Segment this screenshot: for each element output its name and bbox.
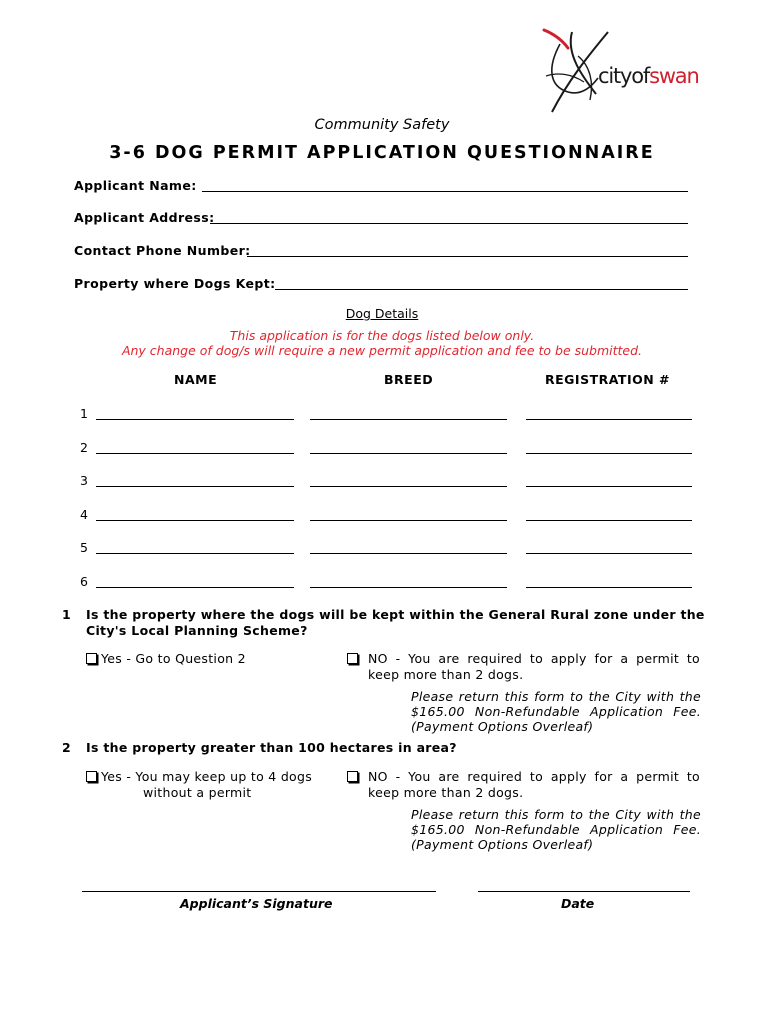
question-1-note: Please return this form to the City with the $165.00 Non-Refundable Application Fee. (Payment Options Overleaf) — [411, 689, 701, 734]
column-header-breed: BREED — [384, 372, 434, 387]
question-2-yes-label-continued: without a permit — [143, 785, 252, 800]
dog-breed-line[interactable] — [310, 453, 507, 454]
dog-row-number: 3 — [80, 473, 88, 488]
dog-registration-line[interactable] — [526, 520, 692, 521]
dog-registration-line[interactable] — [526, 486, 692, 487]
question-2-number: 2 — [62, 740, 71, 755]
department-label: Community Safety — [314, 117, 450, 133]
dog-name-line[interactable] — [96, 587, 294, 588]
column-header-registration: REGISTRATION # — [545, 372, 671, 387]
dog-breed-line[interactable] — [310, 486, 507, 487]
question-2-yes-option[interactable] — [86, 769, 312, 785]
contact-phone-line[interactable] — [247, 256, 688, 257]
date-line[interactable] — [478, 891, 690, 892]
question-1-no-label: NO - You are required to apply for a permit to keep more than 2 dogs. — [368, 651, 700, 682]
dog-name-line[interactable] — [96, 553, 294, 554]
dog-name-line[interactable] — [96, 419, 294, 420]
dog-registration-line[interactable] — [526, 587, 692, 588]
dog-breed-line[interactable] — [310, 419, 507, 420]
checkbox-icon[interactable] — [347, 771, 358, 782]
dog-registration-line[interactable] — [526, 453, 692, 454]
applicant-signature-label: Applicant’s Signature — [180, 896, 333, 911]
applicant-name-line[interactable] — [202, 191, 688, 192]
property-label: Property where Dogs Kept: — [74, 276, 276, 291]
dog-registration-line[interactable] — [526, 419, 692, 420]
question-1-text: Is the property where the dogs will be kept within the General Rural zone under the City's Local Planning Scheme? — [86, 607, 705, 638]
dog-row-number: 5 — [80, 540, 88, 555]
logo-wordmark — [598, 64, 699, 88]
column-header-name: NAME — [174, 372, 218, 387]
property-line[interactable] — [275, 289, 688, 290]
contact-phone-label: Contact Phone Number: — [74, 243, 251, 258]
dog-row-number: 1 — [80, 406, 88, 421]
dog-row-number: 6 — [80, 574, 88, 589]
date-label: Date — [561, 896, 595, 911]
question-1-yes-option[interactable] — [86, 651, 246, 667]
dog-breed-line[interactable] — [310, 520, 507, 521]
question-1-no-checkbox-wrap[interactable] — [347, 651, 362, 667]
question-2-yes-label: Yes - You may keep up to 4 dogs — [101, 769, 313, 784]
applicant-signature-line[interactable] — [82, 891, 436, 892]
logo-swan: swan — [649, 64, 699, 88]
applicant-address-label: Applicant Address: — [74, 210, 215, 225]
dog-row-number: 2 — [80, 440, 88, 455]
question-1-yes-label: Yes - Go to Question 2 — [101, 651, 246, 666]
dog-row-number: 4 — [80, 507, 88, 522]
dog-name-line[interactable] — [96, 453, 294, 454]
dog-name-line[interactable] — [96, 520, 294, 521]
dog-name-line[interactable] — [96, 486, 294, 487]
notice-line-1: This application is for the dogs listed below only. — [229, 328, 535, 343]
question-2-note: Please return this form to the City with the $165.00 Non-Refundable Application Fee. (Payment Options Overleaf) — [411, 807, 701, 852]
logo-of: of — [631, 64, 650, 88]
applicant-address-line[interactable] — [210, 223, 688, 224]
dog-breed-line[interactable] — [310, 553, 507, 554]
form-title: 3-6 DOG PERMIT APPLICATION QUESTIONNAIRE — [109, 143, 655, 163]
question-2-text: Is the property greater than 100 hectares in area? — [86, 740, 457, 755]
dog-registration-line[interactable] — [526, 553, 692, 554]
applicant-name-label: Applicant Name: — [74, 178, 197, 193]
question-1-number: 1 — [62, 607, 71, 622]
notice-line-2: Any change of dog/s will require a new permit application and fee to be submitted. — [121, 343, 643, 358]
logo-city: city — [598, 64, 632, 88]
checkbox-icon[interactable] — [86, 771, 97, 782]
checkbox-icon[interactable] — [347, 653, 358, 664]
question-2-no-label: NO - You are required to apply for a permit to keep more than 2 dogs. — [368, 769, 700, 800]
checkbox-icon[interactable] — [86, 653, 97, 664]
dog-details-heading: Dog Details — [345, 306, 419, 321]
dog-breed-line[interactable] — [310, 587, 507, 588]
question-2-no-checkbox-wrap[interactable] — [347, 769, 362, 785]
